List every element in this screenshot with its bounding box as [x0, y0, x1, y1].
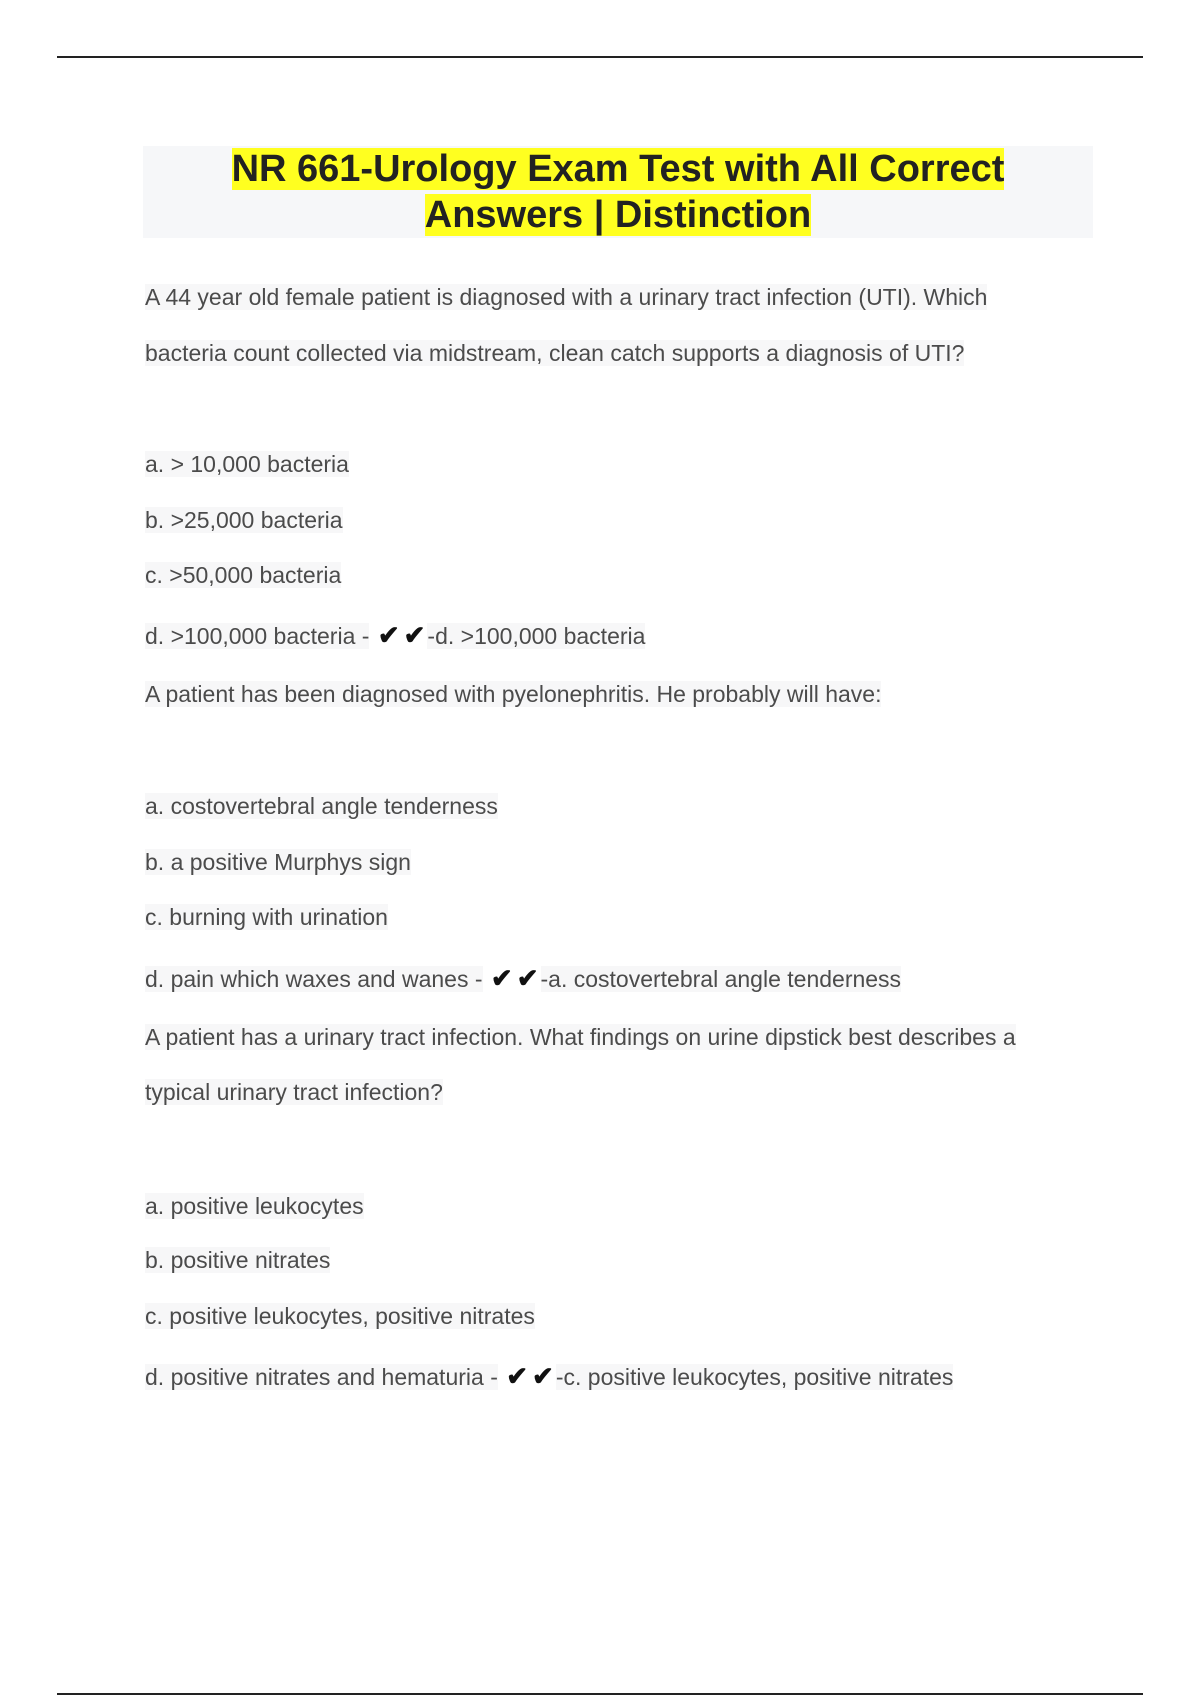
check-icon: ✔ — [377, 620, 400, 650]
question-2-option-d-answer: d. pain which waxes and wanes - ✔ ✔-a. costovertebral angle tenderness — [145, 963, 902, 993]
check-icon: ✔ — [403, 620, 426, 650]
answer-text: -c. positive leukocytes, positive nitrates — [555, 1364, 954, 1390]
question-2-option-b: b. a positive Murphys sign — [145, 849, 411, 875]
question-3-option-a: a. positive leukocytes — [145, 1193, 364, 1219]
question-3-option-c: c. positive leukocytes, positive nitrates — [145, 1303, 535, 1329]
question-2-option-c: c. burning with urination — [145, 904, 388, 930]
question-1-option-d-answer: d. >100,000 bacteria - ✔ ✔-d. >100,000 bacteria — [145, 620, 646, 650]
answer-text: -d. >100,000 bacteria — [427, 623, 646, 649]
question-1-option-c: c. >50,000 bacteria — [145, 562, 342, 588]
check-icon: ✔ — [532, 1361, 554, 1391]
question-1-stem-line-2: bacteria count collected via midstream, clean catch supports a diagnosis of UTI? — [145, 340, 965, 366]
question-2-stem-line-1: A patient has been diagnosed with pyelonephritis. He probably will have: — [145, 681, 882, 707]
top-divider — [57, 56, 1143, 58]
check-icon: ✔ — [490, 963, 513, 993]
question-3-option-b: b. positive nitrates — [145, 1247, 331, 1273]
title-line-1: NR 661-Urology Exam Test with All Correct — [231, 148, 1005, 190]
question-3-stem-line-1: A patient has a urinary tract infection. What findings on urine dipstick best describes a — [145, 1024, 1016, 1050]
question-3-stem-line-2: typical urinary tract infection? — [145, 1079, 443, 1105]
question-2-option-a: a. costovertebral angle tenderness — [145, 793, 498, 819]
question-1-stem-line-1: A 44 year old female patient is diagnosed with a urinary tract infection (UTI). Which — [145, 284, 988, 310]
question-3-option-d-answer: d. positive nitrates and hematuria - ✔ ✔-c. positive leukocytes, positive nitrates — [145, 1361, 954, 1391]
answer-text: -a. costovertebral angle tenderness — [540, 966, 902, 992]
title-line-2: Answers | Distinction — [424, 194, 812, 236]
question-1-option-a: a. > 10,000 bacteria — [145, 451, 349, 477]
page-title — [232, 146, 1005, 238]
title-banner — [143, 146, 1093, 238]
check-icon: ✔ — [516, 963, 539, 993]
bottom-divider — [57, 1693, 1143, 1695]
question-1-option-b: b. >25,000 bacteria — [145, 507, 343, 533]
check-icon: ✔ — [506, 1361, 529, 1391]
